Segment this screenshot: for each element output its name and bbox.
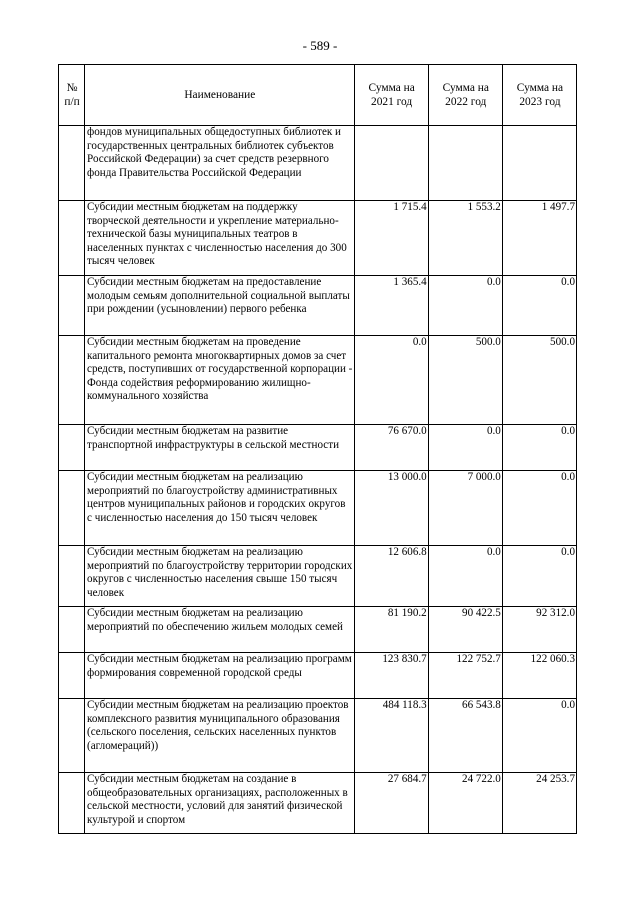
sum-2023: 500.0 [502,336,576,425]
budget-table [58,64,577,834]
sum-2022 [428,126,502,201]
sum-2022: 1 553.2 [428,201,502,276]
sum-2022: 66 543.8 [428,699,502,773]
item-name: Субсидии местным бюджетам на реализацию мероприятий по благоустройству территории городских округов с численностью населения свыше 150 тысяч человек [85,546,355,607]
sum-2023: 0.0 [502,425,576,471]
table-row [59,425,577,471]
item-name: Субсидии местным бюджетам на реализацию проектов комплексного развития муниципального образования (сельского поселения, сельских населенных пунктов (агломераций)) [85,699,355,773]
sum-2023 [502,126,576,201]
sum-2021: 0.0 [354,336,428,425]
row-number [59,471,85,546]
item-name: Субсидии местным бюджетам на поддержку творческой деятельности и укрепление материально-технической базы муниципальных театров в населенных пунктах с численностью населения до 300 тысяч человек [85,201,355,276]
table-row [59,201,577,276]
table-row [59,126,577,201]
header-name: Наименование [85,65,355,126]
row-number [59,699,85,773]
table-row [59,773,577,834]
sum-2023: 0.0 [502,546,576,607]
sum-2021 [354,126,428,201]
row-number [59,773,85,834]
sum-2021: 81 190.2 [354,607,428,653]
item-name: Субсидии местным бюджетам на проведение капитального ремонта многоквартирных домов за счет средств, поступивших от государственной корпорации - Фонда содействия реформированию жилищно-коммунального хозяйства [85,336,355,425]
header-sum-2023: Сумма на 2023 год [502,65,576,126]
header-sum-2021: Сумма на 2021 год [354,65,428,126]
row-number [59,276,85,336]
sum-2022: 0.0 [428,425,502,471]
row-number [59,546,85,607]
sum-2022: 24 722.0 [428,773,502,834]
row-number [59,653,85,699]
sum-2023: 92 312.0 [502,607,576,653]
sum-2021: 123 830.7 [354,653,428,699]
sum-2023: 24 253.7 [502,773,576,834]
sum-2022: 0.0 [428,276,502,336]
table-row [59,607,577,653]
table-row [59,546,577,607]
sum-2021: 13 000.0 [354,471,428,546]
sum-2021: 27 684.7 [354,773,428,834]
row-number [59,336,85,425]
row-number [59,607,85,653]
sum-2022: 0.0 [428,546,502,607]
sum-2021: 76 670.0 [354,425,428,471]
sum-2021: 12 606.8 [354,546,428,607]
sum-2022: 500.0 [428,336,502,425]
row-number [59,201,85,276]
item-name: Субсидии местным бюджетам на развитие транспортной инфраструктуры в сельской местности [85,425,355,471]
item-name: Субсидии местным бюджетам на реализацию программ формирования современной городской среды [85,653,355,699]
row-number [59,425,85,471]
item-name: Субсидии местным бюджетам на реализацию мероприятий по обеспечению жильем молодых семей [85,607,355,653]
table-header-row [59,65,577,126]
header-sum-2022: Сумма на 2022 год [428,65,502,126]
sum-2021: 1 715.4 [354,201,428,276]
sum-2021: 484 118.3 [354,699,428,773]
sum-2023: 1 497.7 [502,201,576,276]
table-row [59,471,577,546]
table-row [59,653,577,699]
sum-2023: 122 060.3 [502,653,576,699]
sum-2022: 122 752.7 [428,653,502,699]
sum-2022: 7 000.0 [428,471,502,546]
item-name: Субсидии местным бюджетам на предоставление молодым семьям дополнительной социальной выплаты при рождении (усыновлении) первого ребенка [85,276,355,336]
sum-2022: 90 422.5 [428,607,502,653]
page-number: - 589 - [302,38,338,53]
sum-2023: 0.0 [502,276,576,336]
table-row [59,276,577,336]
item-name: Субсидии местным бюджетам на реализацию мероприятий по благоустройству административных центров муниципальных районов и городских округов с численностью населения до 150 тысяч человек [85,471,355,546]
table-row [59,336,577,425]
sum-2023: 0.0 [502,471,576,546]
table-row [59,699,577,773]
table-body [59,126,577,834]
header-row-number: № п/п [59,65,85,126]
sum-2023: 0.0 [502,699,576,773]
item-name: фондов муниципальных общедоступных библиотек и государственных центральных библиотек субъектов Российской Федерации) за счет средств резервного фонда Правительства Российской Федерации [85,126,355,201]
item-name: Субсидии местным бюджетам на создание в общеобразовательных организациях, расположенных в сельской местности, условий для занятий физической культурой и спортом [85,773,355,834]
row-number [59,126,85,201]
sum-2021: 1 365.4 [354,276,428,336]
